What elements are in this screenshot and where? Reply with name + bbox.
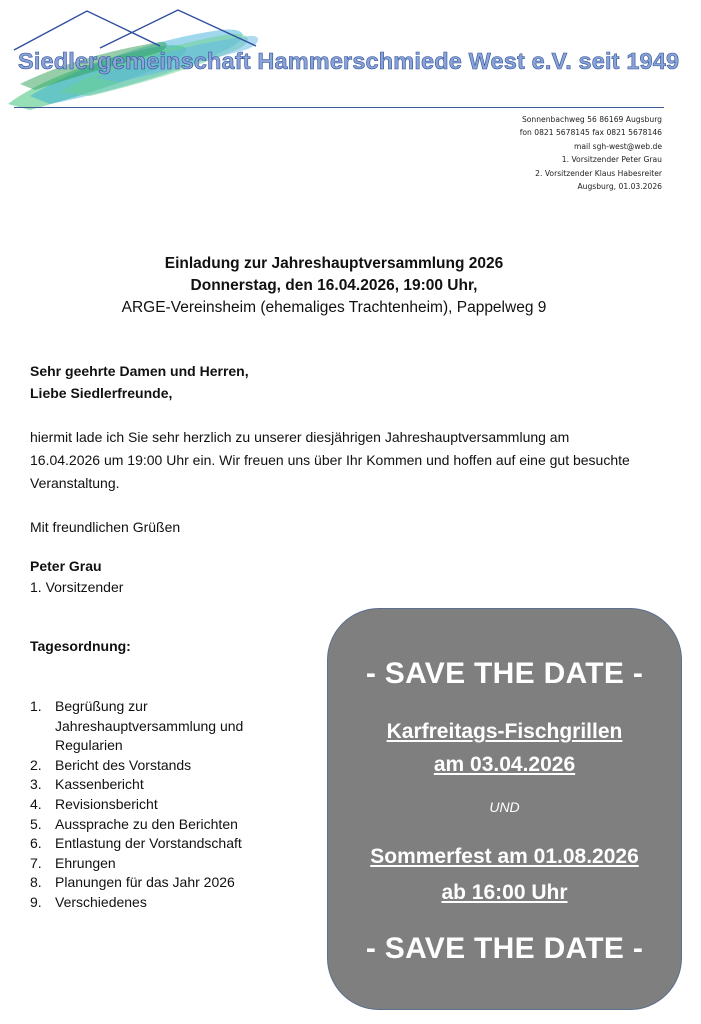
- list-item: 8. Planungen für das Jahr 2026: [30, 874, 235, 891]
- contact-block: [520, 113, 662, 193]
- organization-name: Siedlergemeinschaft Hammerschmiede West e.V. seit 1949: [18, 48, 680, 74]
- letter-body: hiermit lade ich Sie sehr herzlich zu unserer diesjährigen Jahreshauptversammlung am 16.04.2026 um 19:00 Uhr ein. Wir freuen uns über Ihr Kommen und hoffen auf eine gut besuchte Veranstaltung.: [30, 429, 630, 491]
- list-item: 7. Ehrungen: [30, 854, 116, 871]
- agenda-heading: Tagesordnung:: [30, 638, 131, 654]
- list-item: 4. Revisionsbericht: [30, 795, 158, 812]
- invitation-datetime: Donnerstag, den 16.04.2026, 19:00 Uhr,: [190, 277, 478, 294]
- signature: [30, 556, 630, 598]
- event-fish-grill-name: Karfreitags-Fischgrillen: [386, 720, 623, 743]
- invitation-location: ARGE-Vereinsheim (ehemaliges Trachtenheim), Pappelweg 9: [121, 299, 547, 316]
- header-divider: [14, 107, 664, 108]
- contact-chairman: 1. Vorsitzender Peter Grau: [561, 155, 662, 165]
- contact-email: mail sgh-west@web.de: [573, 141, 662, 151]
- save-the-date-title-bottom: - SAVE THE DATE -: [365, 932, 644, 965]
- save-the-date-title-top: - SAVE THE DATE -: [365, 657, 644, 690]
- salutation: [30, 360, 630, 404]
- salutation-line-1: Sehr geehrte Damen und Herren,: [30, 363, 249, 379]
- invitation-title-block: [0, 253, 668, 319]
- event-fish-grill-date: am 03.04.2026: [433, 753, 576, 776]
- list-item: 9. Verschiedenes: [30, 893, 147, 910]
- salutation-line-2: Liebe Siedlerfreunde,: [30, 385, 173, 401]
- event-fish-grill: [328, 715, 681, 781]
- contact-phone-fax: fon 0821 5678145 fax 0821 5678146: [519, 128, 662, 138]
- contact-address: Sonnenbachweg 56 86169 Augsburg: [521, 115, 662, 124]
- event-summer-fest-time: ab 16:00 Uhr: [441, 881, 568, 904]
- list-item: 5. Aussprache zu den Berichten: [30, 815, 238, 832]
- signer-role: 1. Vorsitzender: [30, 579, 124, 595]
- signer-name: Peter Grau: [30, 558, 102, 574]
- letter-date: Augsburg, 01.03.2026: [577, 182, 662, 192]
- list-item: 2. Bericht des Vorstands: [30, 756, 192, 773]
- agenda-list: [30, 697, 300, 913]
- list-item: 3. Kassenbericht: [30, 776, 144, 793]
- invitation-title: Einladung zur Jahreshauptversammlung 2026: [164, 255, 504, 272]
- contact-vice-chairman: 2. Vorsitzender Klaus Habesreiter: [535, 168, 662, 178]
- save-the-date-box: [327, 608, 682, 1010]
- list-item: 6. Entlastung der Vorstandschaft: [30, 835, 242, 852]
- closing: Mit freundlichen Grüßen: [30, 519, 181, 535]
- list-item: 1. Begrüßung zur Jahreshauptversammlung und Regularien: [30, 698, 244, 754]
- event-summer-fest-date: Sommerfest am 01.08.2026: [370, 845, 639, 868]
- event-connector: UND: [489, 799, 520, 815]
- event-summer-fest: [328, 839, 681, 911]
- logo: [0, 0, 701, 120]
